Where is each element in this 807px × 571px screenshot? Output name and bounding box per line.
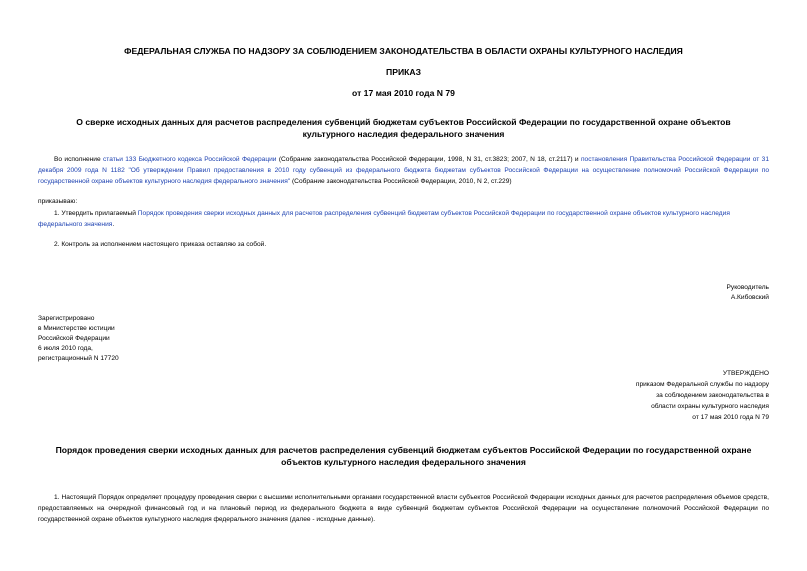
order-item-1-lead: 1. Утвердить прилагаемый [54,210,138,217]
registration-line-3: Российской Федерации [38,335,110,342]
order-subject: О сверке исходных данных для расчетов распределения субвенций бюджетам субъектов Российской Федерации по государственной охране объектов культурного наследия федерального значения [76,117,731,139]
preamble-citation-2: (Собрание законодательства Российской Федерации, 2010, N 2, ст.229) [290,178,512,185]
procedure-paragraph-1: 1. Настоящий Порядок определяет процедуру проведения сверки с высшими исполнительными органами государственной власти субъектов Российской Федерации исходных данных для расчетов распределения объемов средств, предоставляемых на очередной финансовый год и на плановый период из федерального бюджета в виде субвенций бюджетам субъектов Российской Федерации на осуществление полномочий Российской Федерации по государственной охране объектов культурного наследия федерального значения (далее - исходные данные). [38,494,769,523]
order-date-number: от 17 мая 2010 года N 79 [352,88,455,98]
registration-line-1: Зарегистрировано [38,315,95,322]
preamble-lead: Во исполнение [54,156,103,163]
approval-line-1: УТВЕРЖДЕНО [722,370,769,377]
order-intro: приказываю: [38,198,78,205]
approval-line-4: области охраны культурного наследия [651,403,769,410]
approval-line-5: от 17 мая 2010 года N 79 [692,414,769,421]
doc-type: ПРИКАЗ [386,67,421,77]
preamble-citation-1: (Собрание законодательства Российской Федерации, 1998, N 31, ст.3823; 2007, N 18, ст.2117) и [276,156,581,163]
government-decree-link[interactable]: постановления Правительства Российской Федерации от 31 декабря 2009 года N 1182 "Об утверждении Правил предоставления в 2010 году субвенций из федерального бюджета бюджетам субъектов Российской Федерации на осуществление полномочий Российской Федерации по государственной охране объектов культурного наследия федерального значения" [38,156,769,185]
procedure-link[interactable]: Порядок проведения сверки исходных данных для расчетов распределения субвенций бюджетам субъектов Российской Федерации по государственной охране объектов культурного наследия федерального значения [38,210,730,228]
procedure-title: Порядок проведения сверки исходных данных для расчетов распределения субвенций бюджетам субъектов Российской Федерации по государственной охране объектов культурного наследия федерального значения [55,445,752,467]
registration-line-2: в Министерстве юстиции [38,325,115,332]
registration-line-5: регистрационный N 17720 [38,355,119,362]
agency-heading: ФЕДЕРАЛЬНАЯ СЛУЖБА ПО НАДЗОРУ ЗА СОБЛЮДЕНИЕМ ЗАКОНОДАТЕЛЬСТВА В ОБЛАСТИ ОХРАНЫ КУЛЬТУРНОГО НАСЛЕДИЯ [124,46,683,56]
order-item-1 [38,208,769,230]
approval-line-3: за соблюдением законодательства в [656,392,769,399]
signature-name: А.Кибовский [730,294,769,301]
order-item-1-end: . [112,221,115,228]
budget-code-link[interactable]: статьи 133 Бюджетного кодекса Российской Федерации [102,156,277,163]
registration-line-4: 6 июля 2010 года, [38,345,93,352]
signature-position: Руководитель [726,284,769,291]
order-item-2: 2. Контроль за исполнением настоящего приказа оставляю за собой. [54,241,267,248]
approval-line-2: приказом Федеральной службы по надзору [635,381,769,388]
preamble-paragraph [38,154,769,187]
